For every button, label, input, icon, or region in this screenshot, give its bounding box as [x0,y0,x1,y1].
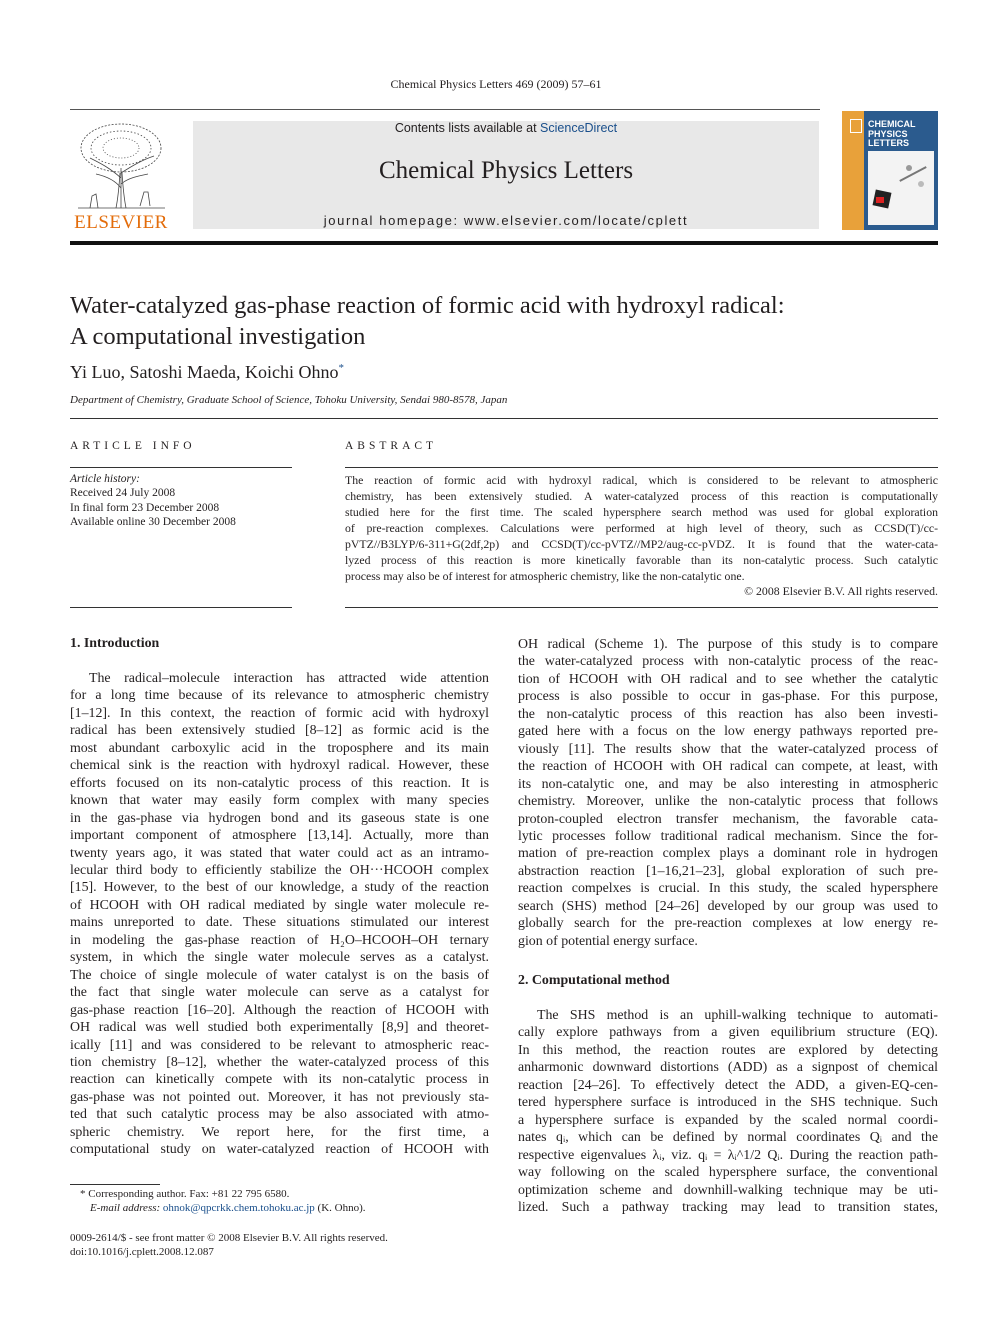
article-info-bottom-rule [70,607,292,608]
author-list [70,362,344,383]
body-line: lecular third body to efficiently stabilize the OH···HCOOH complex [70,862,489,878]
body-line: computational study on water-catalyzed reaction of HCOOH with [70,1142,489,1158]
cover-title-line: PHYSICS [868,128,908,139]
body-line: nates qᵢ, which can be defined by normal coordinates Qᵢ and the [518,1130,938,1146]
body-line: In this method, the reaction routes are explored by detecting [518,1042,938,1058]
body-line: mains unreported to date. These situations stimulated our interest [70,915,489,931]
cover-title-line: CHEMICAL [868,119,916,129]
doi-line[interactable]: doi:10.1016/j.cplett.2008.12.087 [70,1246,214,1258]
abstract-heading: ABSTRACT [345,440,438,452]
issn-line: 0009-2614/$ - see front matter © 2008 Elsevier B.V. All rights reserved. [70,1232,388,1244]
body-line: ically [11] and was considered to be relevant to atmospheric reac- [70,1037,489,1053]
email-link[interactable]: ohnok@qpcrkk.chem.tohoku.ac.jp [162,1202,315,1214]
abstract-bottom-rule [345,607,938,608]
body-line: respective eigenvalues λᵢ, viz. qᵢ = λᵢ^1/2 Qᵢ. During the reaction path- [518,1147,938,1163]
body-line: OH radical was well studied both experimentally [8,9] and theoret- [70,1020,489,1036]
body-line: OH radical (Scheme 1). The purpose of this study is to compare [518,637,938,652]
history-label: Article history: [70,473,140,485]
abstract-line: The reaction of formic acid with hydroxyl radical, which is considered to be relevant to atmospheric [345,473,938,487]
body-line: tered hypersphere surface is introduced in the SHS technique. Such [518,1095,938,1111]
journal-citation: Chemical Physics Letters 469 (2009) 57–61 [390,77,602,91]
introduction-heading: 1. Introduction [70,636,160,651]
body-line: the reaction of HCOOH with OH radical can compete, at least, with [518,759,938,775]
body-line: important component of atmosphere [13,14]. Actually, more than [70,828,489,844]
elsevier-wordmark[interactable]: ELSEVIER [74,212,168,233]
body-line: The choice of single molecule of water catalyst is on the basis of [70,967,489,983]
body-line: chemical sink is the reaction with hydroxyl radical. However, these [70,758,489,774]
body-line: process is also possible to occur in gas-phase. For this purpose, [518,689,938,705]
abstract-line: of pre-reaction complexes. Calculations were performed at high level of theory, such as CCSD(T)/cc- [345,521,938,535]
journal-name: Chemical Physics Letters [378,157,634,184]
body-line: lytic processes follow traditional radical mechanism. Since the for- [518,828,938,844]
body-line: twenty years ago, it was stated that water could act as an intramo- [70,845,489,861]
body-line: its non-catalytic one, and may be also interesting in atmospheric [518,776,938,792]
body-line: reaction [24–26]. To effectively detect the ADD, a given-EQ-cen- [518,1077,938,1093]
body-line: gated here with a focus on the low energy pathways reported pre- [518,724,938,740]
body-line: gas-phase was not pointed out. Moreover, it has not previously sta- [70,1089,489,1105]
footnote-rule [70,1184,160,1185]
sciencedirect-link[interactable]: ScienceDirect [540,121,618,135]
body-line: in modeling the gas-phase reaction of H₂O–HCOOH–OH ternary [70,932,489,948]
cover-title [868,120,916,149]
body-line: ted that such catalytic process may be also associated with atmo- [70,1107,489,1123]
body-line: reaction can kinetically compete with its non-catalytic process in [70,1072,489,1088]
article-info-rule [70,467,292,468]
introduction-body [70,670,489,1159]
body-line: abstraction reaction [1–16,21–23], global exploration of such pre- [518,863,938,879]
body-line: spheric chemistry. We report here, for the first time, a [70,1124,489,1140]
authors-text: Yi Luo, Satoshi Maeda, Koichi Ohno [70,362,339,382]
abstract-line: studied here for the first time. The scaled hypersphere search method was used for global exploration [345,505,938,519]
body-line: [15]. However, to the best of our knowledge, a study of the reaction [70,880,489,896]
method-heading: 2. Computational method [518,973,670,988]
body-line: most abundant carboxylic acid in the troposphere and its main [70,740,489,756]
article-info-heading: ARTICLE INFO [70,440,196,452]
body-line: chemistry. Moreover, unlike the non-catalytic process that follows [518,794,938,810]
body-line: reaction compelxes is crucial. In this study, the scaled hypersphere [518,881,938,897]
title-line-2: A computational investigation [70,323,366,350]
body-line: anharmonic downward distortions (ADD) as a signpost of chemical [518,1060,938,1076]
body-line: tion of HCOOH with OH radical and to see whether the catalytic [518,671,938,687]
abstract-copyright: © 2008 Elsevier B.V. All rights reserved. [744,584,938,598]
body-line: a hypersphere surface is expanded by the scaled normal coordi- [518,1112,938,1128]
online-date: Available online 30 December 2008 [70,515,236,528]
abstract-line: pVTZ//B3LYP/6-311+G(2df,2p) and CCSD(T)/cc-pVTZ//MP2/aug-cc-pVDZ. It is found that the water-cata- [345,537,938,551]
body-line: [1–12]. In this context, the reaction of formic acid with hydroxyl [70,705,489,721]
body-line: in the gas-phase via hydrogen bond and its gaseous state is one [70,810,489,826]
body-line: The radical–molecule interaction has attracted wide attention [89,671,489,686]
contents-line [193,121,819,135]
received-date: Received 24 July 2008 [70,487,176,500]
body-line: of HCOOH with OH radical mediated by single water molecule re- [70,897,489,913]
email-suffix: (K. Ohno). [314,1202,366,1214]
body-line: the non-catalytic process of this reaction has also been investi- [518,706,938,722]
body-line: efforts focused on its non-catalytic process of this reaction. It is [70,775,489,791]
body-line: known that water may easily form complex with many species [70,793,489,809]
body-line: lized. Such a pathway tracking may lead to transition states, [518,1199,938,1215]
footnotes [70,1187,489,1215]
introduction-continued [518,636,938,950]
contents-prefix: Contents lists available at [394,121,541,135]
revised-date: In final form 23 December 2008 [70,501,220,514]
method-body [518,1007,938,1216]
email-note [70,1201,489,1215]
corresponding-author-mark[interactable]: * [338,362,344,374]
journal-cover-image[interactable] [842,111,938,230]
body-line: for a long time because of its relevance to atmospheric chemistry [70,688,489,704]
body-line: the fact that single water molecule can serve as a catalyst for [70,985,489,1001]
body-line: gion of potential energy surface. [518,933,698,949]
front-matter [70,1231,388,1259]
affiliation: Department of Chemistry, Graduate School of Science, Tohoku University, Sendai 980-8578, Japan [70,394,508,406]
corresponding-author-note: * Corresponding author. Fax: +81 22 795 6580. [80,1188,290,1200]
article-history [70,472,236,529]
cover-title-line: LETTERS [868,138,910,148]
body-line: the water-catalyzed process with non-catalytic process of the reac- [518,654,938,670]
body-line: gas-phase reaction [16–20]. Although the reaction of HCOOH with [70,1002,489,1018]
body-line: cally explore pathways from a given equilibrium structure (EQ). [518,1025,938,1041]
abstract-body [345,472,938,584]
body-line: globally search for the pre-reaction complexes at low energy re- [518,916,938,932]
body-line: way following on the scaled hypersphere surface, the conventional [518,1165,938,1181]
abstract-line: lyzed process of this reaction is more kinetically favorable than its non-catalytic process. Such catalytic [345,553,938,567]
abstract-line: process may also be of interest for atmospheric chemistry, like the non-catalytic one. [345,569,745,583]
email-label: E-mail address: [90,1202,163,1214]
title-divider [70,418,938,419]
article-title [70,290,930,352]
body-line: tion chemistry [8–12], whether the water-catalyzed process of this [70,1054,489,1070]
body-line: The SHS method is an uphill-walking technique to automati- [537,1008,938,1023]
abstract-rule [345,467,938,468]
journal-homepage[interactable]: journal homepage: www.elsevier.com/locate/cplett [323,213,689,228]
title-line-1: Water-catalyzed gas-phase reaction of formic acid with hydroxyl radical: [70,292,785,319]
body-line: optimization scheme and downhill-walking technique may be uti- [518,1182,938,1198]
body-line: system, in which the single water molecule serves as a catalyst. [70,950,489,966]
header-rule [70,109,820,110]
body-line: radical has been extensively studied [8–12] as formic acid is the [70,723,489,739]
body-line: mation of pre-reaction complex plays a dominant role in hydrogen [518,846,938,862]
abstract-line: chemistry, has been extensively studied. A water-catalyzed process of this reaction is computationally [345,489,938,503]
body-line: proton-coupled electron transfer mechanism, the favorable cata- [518,811,938,827]
body-line: viously [11]. The results show that the water-catalyzed process of [518,741,938,757]
header-thick-rule [70,241,938,245]
body-line: search (SHS) method [24–26] developed by our group was used to [518,898,938,914]
